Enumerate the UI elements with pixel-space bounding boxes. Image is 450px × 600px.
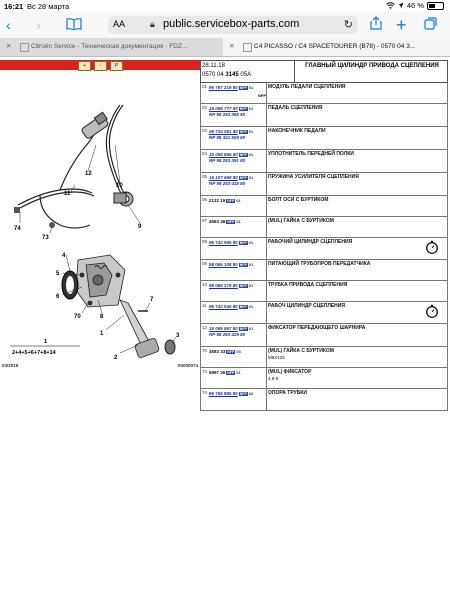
- table-row: [200, 368, 448, 389]
- diagram-label: 4: [62, 253, 66, 259]
- close-tab-icon[interactable]: ✕: [229, 43, 235, 50]
- table-row: [200, 217, 448, 238]
- location-icon: [398, 2, 404, 9]
- part-description: БОЛТ ОСИ С БУРТИКОМ: [268, 197, 329, 203]
- formula-first: 1: [44, 339, 48, 345]
- part-tag-badge[interactable]: NFP: [227, 219, 235, 224]
- status-right: [386, 1, 444, 10]
- row-part-info: [209, 83, 266, 90]
- tab-bar: [0, 38, 450, 57]
- tab-title: Citroën Service - Техническая документация - FDZ...: [31, 43, 188, 50]
- row-index: 11: [202, 303, 207, 308]
- row-part-info: [209, 347, 266, 354]
- row-index: 74: [202, 390, 208, 395]
- labor-time-stopwatch-icon[interactable]: [425, 304, 439, 318]
- diagram-label: 3: [176, 333, 180, 339]
- row-part-info: [209, 196, 266, 203]
- part-description: НАКОНЕЧНИК ПЕДАЛИ: [268, 128, 326, 134]
- part-tag-badge[interactable]: NFP: [239, 106, 247, 111]
- table-row: [200, 173, 448, 196]
- tabs-overview-icon[interactable]: [424, 16, 437, 34]
- part-description: ФИКСАТОР ПЕРЕДАЮЩЕГО ШАРНИРА: [268, 325, 366, 331]
- diagram-label: 9: [138, 224, 142, 230]
- reload-icon[interactable]: ↻: [343, 19, 353, 31]
- part-tag-badge[interactable]: NFP: [239, 304, 247, 309]
- row-index: 73: [202, 369, 208, 374]
- part-number: 6997 26: [209, 370, 226, 375]
- row-part-info: [209, 281, 266, 288]
- diagram-pane: [0, 57, 200, 600]
- row-index: 10: [202, 282, 208, 287]
- row-index: 12: [202, 325, 208, 330]
- table-row: [200, 238, 448, 260]
- header-date: 28.11.18: [202, 63, 225, 69]
- wifi-icon: [386, 2, 395, 9]
- part-description: МОДУЛЬ ПЕДАЛИ СЦЕПЛЕНИЯ: [268, 84, 346, 90]
- row-index: 09: [202, 261, 208, 266]
- part-quantity: 01: [248, 304, 254, 309]
- row-index: 05: [202, 174, 208, 179]
- replacement-part-link[interactable]: RP 98 283 385 80: [209, 112, 246, 117]
- diagram-label: 5: [56, 271, 60, 277]
- tube-clip: [14, 207, 20, 213]
- reader-aa-button[interactable]: AA: [113, 19, 126, 29]
- header-meta: [202, 62, 294, 80]
- part-number-link[interactable]: 96 756 895 80: [209, 391, 238, 396]
- diagram-date: 03/2016: [2, 363, 19, 368]
- part-description: (MUL) ГАЙКА С БУРТИКОМ: [268, 218, 334, 224]
- table-row: [200, 302, 448, 324]
- part-tag-badge[interactable]: NFP: [239, 152, 247, 157]
- table-row: [200, 260, 448, 281]
- part-number-link[interactable]: 96 742 545 80: [209, 304, 238, 309]
- part-tag-badge[interactable]: NFP: [239, 240, 247, 245]
- tube-lines: [18, 105, 125, 228]
- close-tab-icon[interactable]: ✕: [6, 43, 12, 50]
- part-tag-badge[interactable]: NFP: [239, 391, 247, 396]
- part-tag-badge[interactable]: NFP: [239, 326, 247, 331]
- part-description: ТРУБКА ПРИВОДА СЦЕПЛЕНИЯ: [268, 282, 348, 288]
- part-tag-badge[interactable]: NFP: [227, 370, 235, 375]
- part-tag-badge[interactable]: NFP: [239, 175, 247, 180]
- row-index: 02: [202, 105, 208, 110]
- diagram-footer: [2, 363, 198, 368]
- table-row: [200, 281, 448, 302]
- part-spec: 4,8-6: [268, 376, 279, 381]
- labor-time-stopwatch-icon[interactable]: [425, 240, 439, 254]
- address-bar[interactable]: [108, 16, 358, 34]
- row-part-info: [209, 260, 266, 267]
- battery-icon: [427, 2, 444, 10]
- diagram-label: 2: [114, 355, 118, 361]
- bookmarks-icon[interactable]: [66, 16, 82, 34]
- table-row: [200, 150, 448, 173]
- part-number-link[interactable]: 16 107 668 80: [209, 175, 238, 180]
- part-quantity: 02: [248, 391, 254, 396]
- part-description: (MUL) ФИКСАТОР 4,8-6: [268, 369, 418, 381]
- part-description: РАБОЧИЙ ЦИЛИНДР СЦЕПЛЕНИЯ: [268, 239, 353, 245]
- part-description: ОПОРА ТРУБКИ: [268, 390, 307, 396]
- diagram-label: 73: [42, 235, 49, 241]
- part-quantity: 01: [248, 152, 254, 157]
- row-part-info: [209, 324, 266, 337]
- part-number: 2132 19: [209, 198, 226, 203]
- part-number-link[interactable]: 96 742 595 80: [209, 240, 238, 245]
- part-number: 4583 33: [209, 349, 226, 354]
- row-part-info: [209, 127, 266, 140]
- diagram-label: 6: [56, 294, 60, 300]
- battery-percent: 46 %: [406, 1, 424, 10]
- clutch-pedal: [120, 300, 160, 358]
- lock-icon: 🔒︎: [150, 19, 155, 29]
- row-part-info: [209, 302, 266, 309]
- row-index: 08: [202, 239, 208, 244]
- page-content: [0, 57, 450, 600]
- parts-rows: [200, 83, 448, 411]
- row-part-info: [209, 238, 266, 245]
- replacement-part-link[interactable]: RP 98 283 391 80: [209, 158, 246, 163]
- part-quantity: 01: [248, 85, 254, 90]
- part-tag-badge[interactable]: NFP: [239, 262, 247, 267]
- new-tab-plus-icon[interactable]: +: [396, 15, 407, 35]
- tab-title: C4 PICASSO / C4 SPACETOURER (B78) - 0570 04 3...: [254, 43, 416, 50]
- part-description: ПРУЖИНА УСИЛИТЕЛЯ СЦЕПЛЕНИЯ: [268, 174, 359, 180]
- part-quantity: 01: [248, 106, 254, 111]
- table-row: [200, 389, 448, 411]
- nfp-note: NFP: [258, 93, 266, 98]
- row-index: 70: [202, 348, 208, 353]
- part-number-link[interactable]: 16 095 867 80: [209, 326, 238, 331]
- row-index: 01: [202, 84, 208, 89]
- zoom-in-icon[interactable]: +: [78, 61, 91, 71]
- table-row: [200, 347, 448, 368]
- row-index: 04: [202, 151, 208, 156]
- table-row: [200, 104, 448, 127]
- diagram-label: 1: [100, 331, 104, 337]
- parts-diagram: [0, 75, 200, 365]
- replacement-part-link[interactable]: RP 98 283 429 80: [209, 332, 246, 337]
- pedal-bracket: [76, 255, 125, 307]
- part-tag-badge[interactable]: NFP: [239, 129, 247, 134]
- formula-text: 2+4+5+6+7+8+14: [12, 350, 56, 356]
- replacement-part-link[interactable]: RP 98 321 559 80: [209, 135, 246, 140]
- diagram-tools: [78, 61, 123, 71]
- leader-lines: [20, 145, 176, 353]
- diagram-label: 7: [150, 297, 154, 303]
- part-quantity: 01: [236, 198, 241, 203]
- part-number-link[interactable]: 96 734 061 80: [209, 129, 238, 134]
- part-tag-badge[interactable]: NFP: [227, 198, 235, 203]
- diagram-label: 70: [74, 314, 81, 320]
- part-quantity: 01: [236, 370, 241, 375]
- part-quantity: 01: [248, 326, 254, 331]
- replacement-part-link[interactable]: RP 98 283 418 80: [209, 181, 246, 186]
- table-row: [200, 196, 448, 217]
- row-part-info: [209, 104, 266, 117]
- part-quantity: 01: [248, 262, 254, 267]
- status-time: 16:21: [4, 2, 24, 11]
- header-code: 0570 04 3145 05A: [202, 72, 252, 78]
- zoom-out-icon[interactable]: -: [94, 61, 107, 71]
- pedal-tip-3: [165, 340, 175, 354]
- part-number-link[interactable]: 16 095 866 80: [209, 152, 238, 157]
- row-index: 03: [202, 128, 208, 133]
- part-description: РАБОЧ ЦИЛИНДР СЦЕПЛЕНИЯ: [268, 303, 345, 309]
- forward-chevron-icon[interactable]: ›: [36, 17, 41, 33]
- part-number-link[interactable]: 98 066 108 80: [209, 262, 238, 267]
- page-title: ГЛАВНЫЙ ЦИЛИНДР ПРИВОДА СЦЕПЛЕНИЯ: [305, 63, 439, 69]
- favicon-icon: [243, 43, 252, 52]
- part-description: УПЛОТНИТЕЛЬ ПЕРЕДНЕЙ ПОЛКИ: [268, 151, 354, 157]
- diagram-label: 74: [14, 226, 21, 232]
- row-part-info: [209, 173, 266, 186]
- parts-table: [200, 60, 448, 411]
- diagram-label: 12: [85, 171, 92, 177]
- share-icon[interactable]: [370, 16, 382, 34]
- part-quantity: 01: [248, 283, 254, 288]
- print-icon[interactable]: P: [110, 61, 123, 71]
- part-tag-badge[interactable]: NFP: [227, 349, 235, 354]
- row-part-info: [209, 389, 266, 396]
- tab-citroen-service[interactable]: [0, 38, 222, 56]
- part-description: ПИТАЮЩИЙ ТРУБОПРОВ ПЕРЕДАТЧИКА: [268, 261, 371, 267]
- part-quantity: 01: [248, 129, 254, 134]
- diagram-label: 8: [100, 314, 104, 320]
- row-index: 06: [202, 197, 208, 202]
- part-description: (MUL) ГАЙКА С БУРТИКОМ M8X125: [268, 348, 418, 360]
- row-index: 07: [202, 218, 208, 223]
- part-number-link[interactable]: 98 069 279 80: [209, 283, 238, 288]
- url-text: public.servicebox-parts.com: [163, 18, 300, 30]
- part-number-link[interactable]: 96 767 219 80: [209, 85, 238, 90]
- part-quantity: 01: [236, 219, 241, 224]
- part-quantity: 01: [248, 175, 254, 180]
- part-number-link[interactable]: 16 096 777 80: [209, 106, 238, 111]
- part-quantity: 01: [248, 240, 254, 245]
- table-header: [200, 60, 448, 83]
- part-description: ПЕДАЛЬ СЦЕПЛЕНИЯ: [268, 105, 323, 111]
- part-spec: M8X125: [268, 355, 285, 360]
- part-tag-badge[interactable]: NFP: [239, 85, 247, 90]
- part-quantity: 03: [236, 349, 241, 354]
- favicon-icon: [20, 43, 29, 52]
- browser-toolbar: [0, 12, 450, 38]
- status-date: Вс 28 марта: [27, 2, 70, 11]
- back-chevron-icon[interactable]: ‹: [6, 17, 11, 33]
- diagram-label: 10: [116, 183, 123, 189]
- row-part-info: [209, 150, 266, 163]
- row-part-info: [209, 217, 266, 224]
- table-row: [200, 127, 448, 150]
- part-number: 4583 36: [209, 219, 226, 224]
- diagram-label: 11: [64, 191, 71, 197]
- table-row: [200, 324, 448, 347]
- part-tag-badge[interactable]: NFP: [239, 283, 247, 288]
- status-bar: [0, 0, 450, 12]
- diagram-code: 00000074: [177, 363, 198, 368]
- row-part-info: [209, 368, 266, 375]
- table-row: [200, 83, 448, 104]
- tab-c4-picasso[interactable]: [223, 38, 450, 56]
